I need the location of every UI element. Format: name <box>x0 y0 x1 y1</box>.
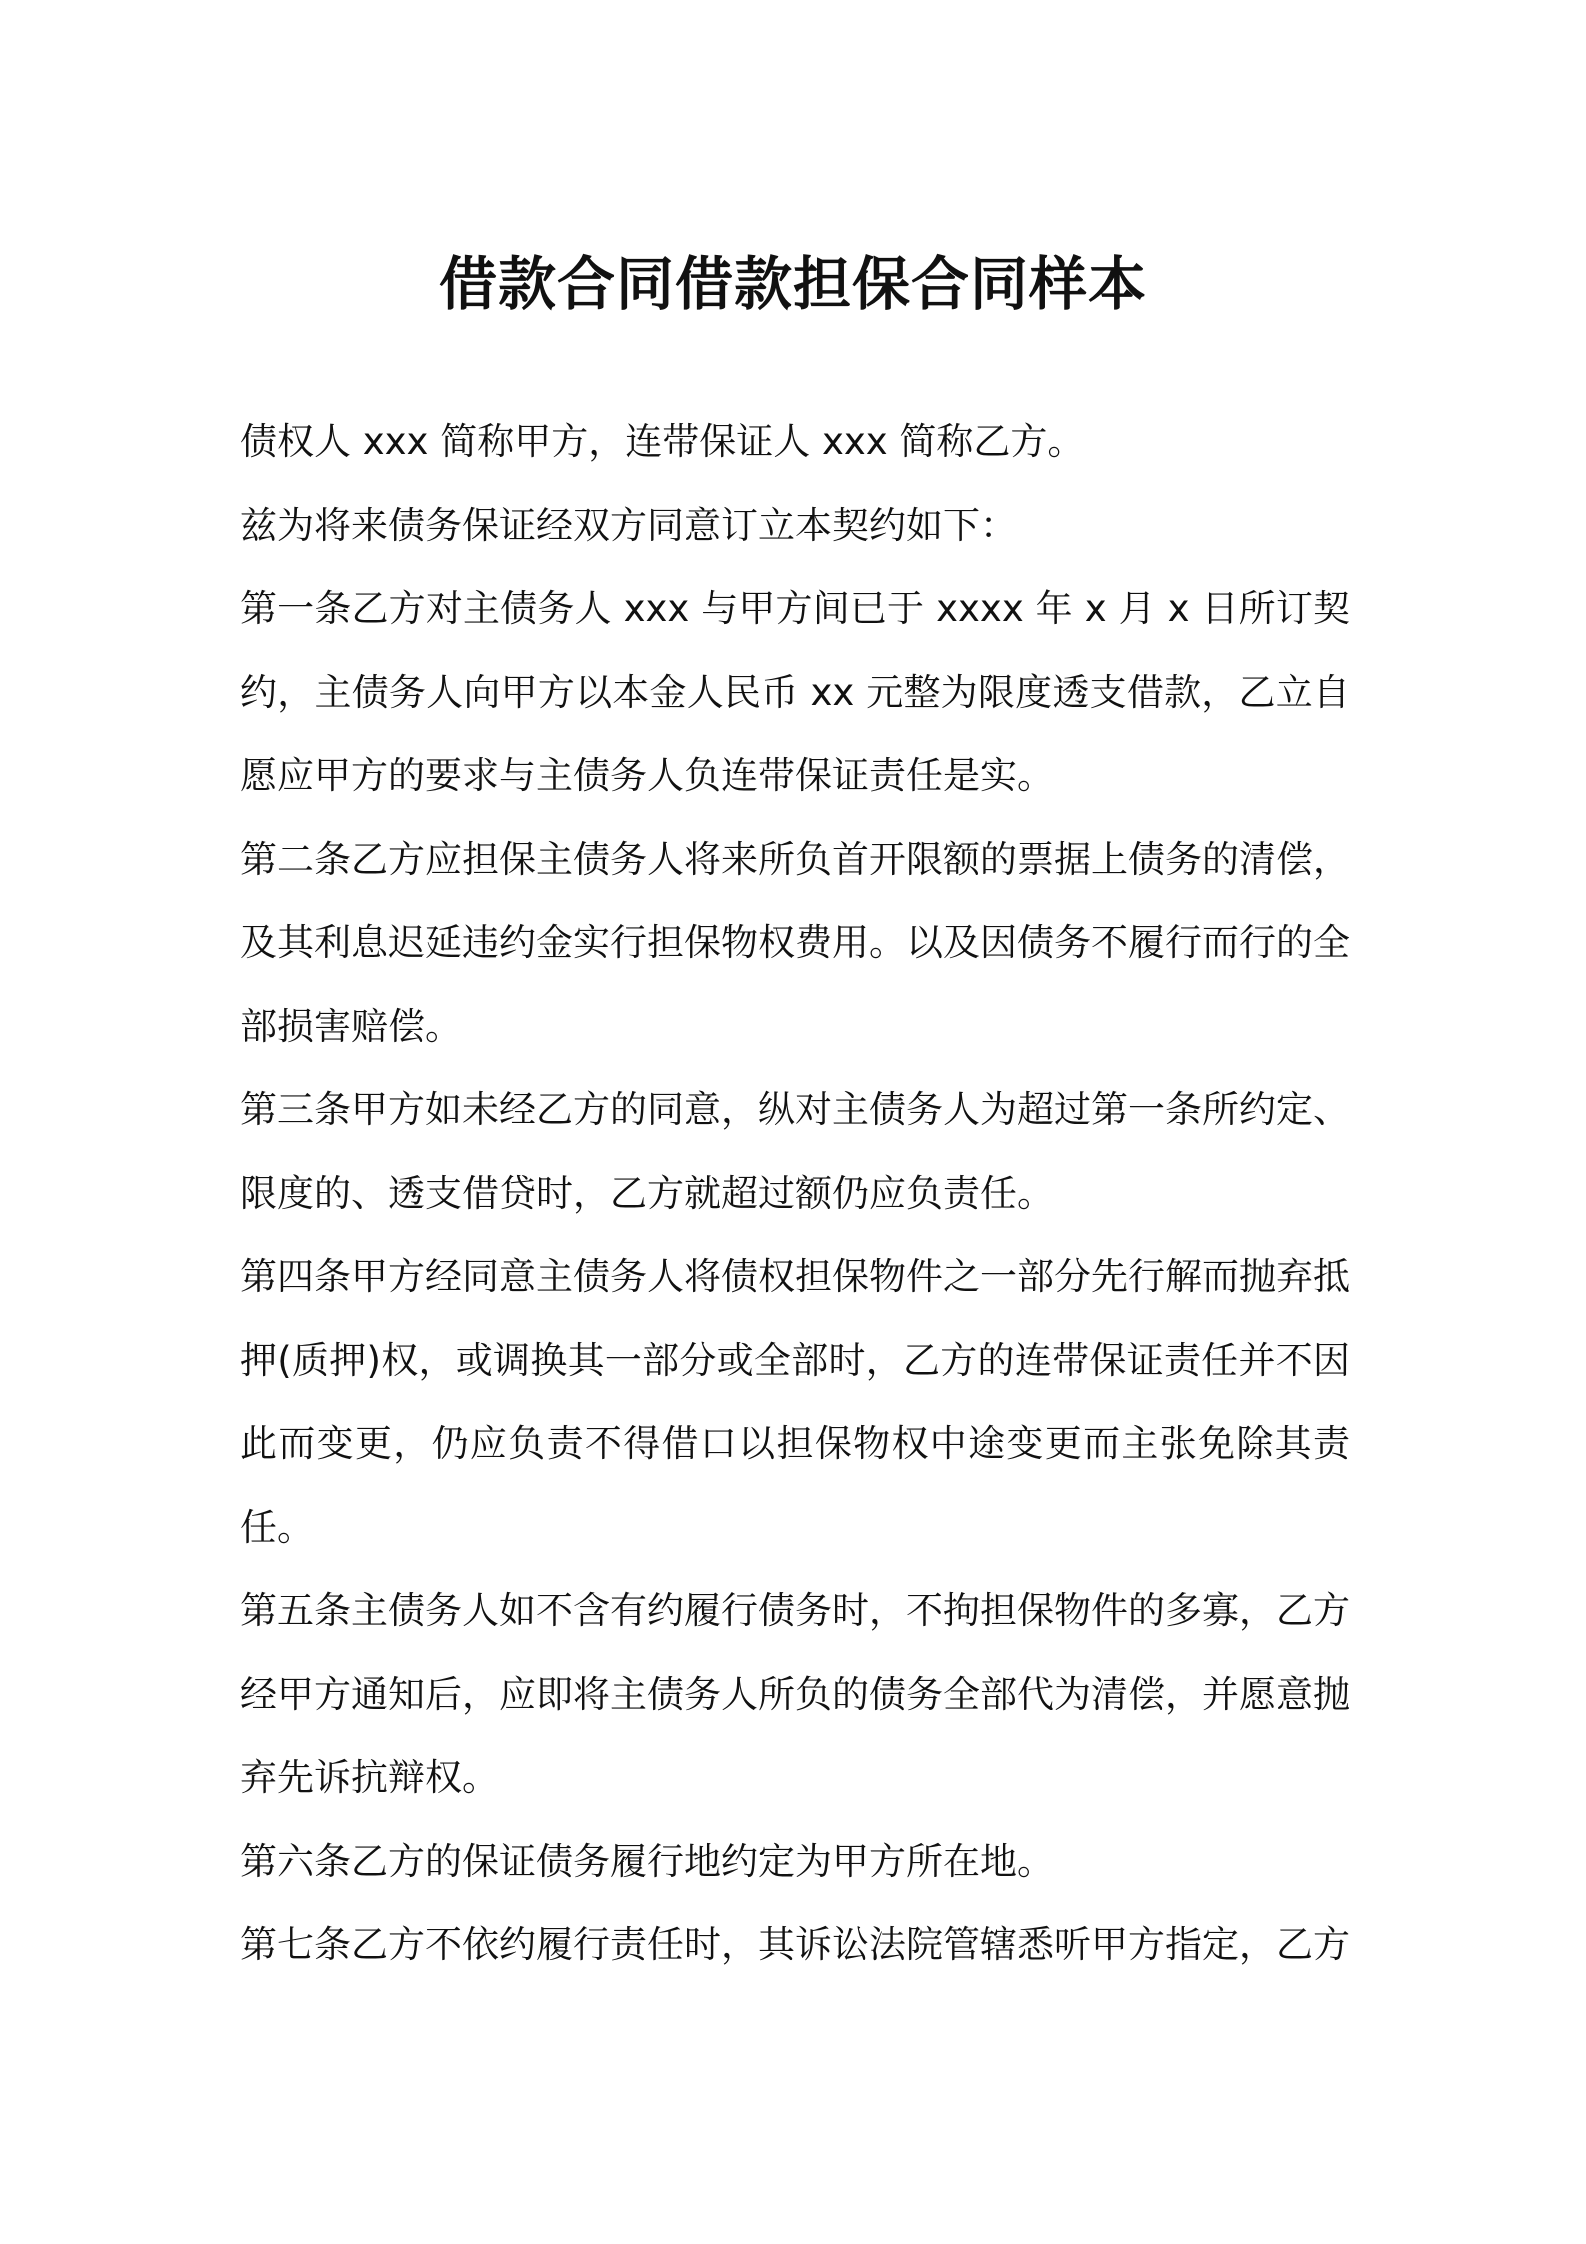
paragraph-article-2: 第二条乙方应担保主债务人将来所负首开限额的票据上债务的清偿，及其利息迟延违约金实行担保物权费用。以及因债务不履行而行的全部损害赔偿。 <box>240 837 1350 1048</box>
paragraph-article-1: 第一条乙方对主债务人 xxx 与甲方间已于 xxxx 年 x 月 x 日所订契约，主债务人向甲方以本金人民币 xx 元整为限度透支借款，乙立自愿应甲方的要求与主债务人负连带保证责任是实。 <box>240 587 1350 797</box>
paragraph-article-7: 第七条乙方不依约履行责任时，其诉讼法院管辖悉听甲方指定，乙方 <box>240 1923 1350 1966</box>
paragraph-article-3: 第三条甲方如未经乙方的同意，纵对主债务人为超过第一条所约定、限度的、透支借贷时，乙方就超过额仍应负责任。 <box>240 1088 1350 1215</box>
document-title: 借款合同借款担保合同样本 <box>438 249 1147 318</box>
paragraph-preamble: 兹为将来债务保证经双方同意订立本契约如下： <box>240 503 1017 547</box>
paragraph-article-6: 第六条乙方的保证债务履行地约定为甲方所在地。 <box>240 1839 1054 1883</box>
document-body <box>240 400 1350 1987</box>
paragraph-parties: 债权人 xxx 简称甲方，连带保证人 xxx 简称乙方。 <box>240 420 1085 463</box>
paragraph-article-5: 第五条主债务人如不含有约履行债务时，不拘担保物件的多寡，乙方经甲方通知后，应即将主债务人所负的债务全部代为清偿，并愿意抛弃先诉抗辩权。 <box>240 1589 1350 1799</box>
paragraph-article-4: 第四条甲方经同意主债务人将债权担保物件之一部分先行解而抛弃抵押(质押)权，或调换其一部分或全部时，乙方的连带保证责任并不因此而变更，仍应负责不得借口以担保物权中途变更而主张免除其责任。 <box>240 1255 1350 1549</box>
